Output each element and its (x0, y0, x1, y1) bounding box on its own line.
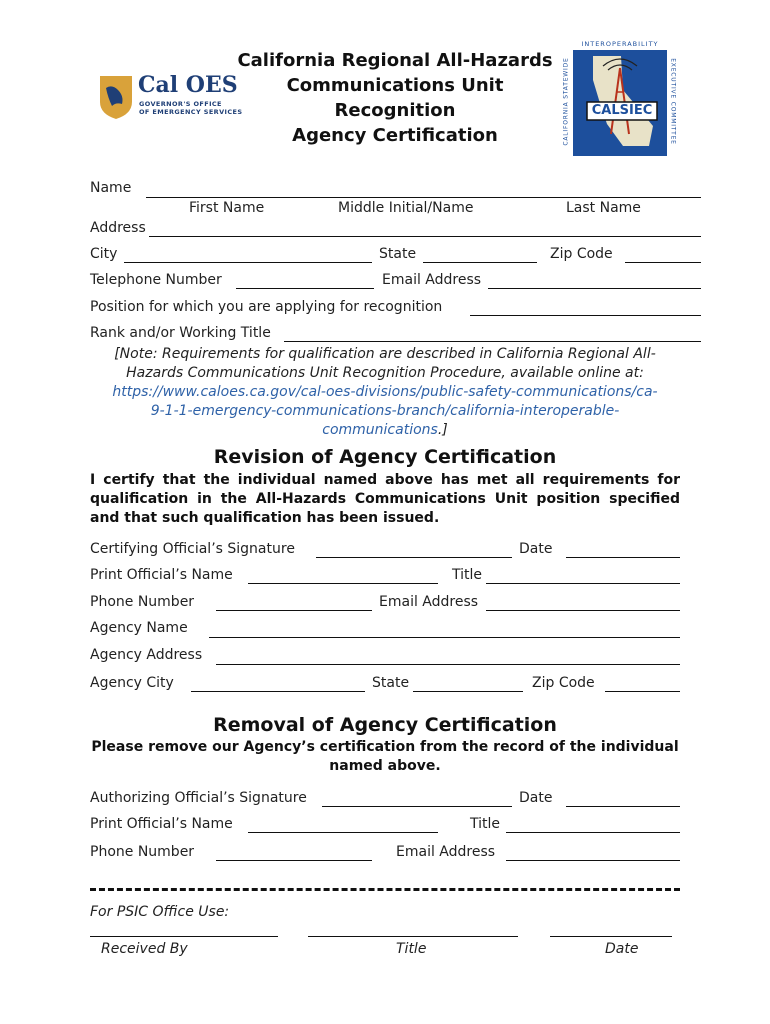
agency-name-line (209, 637, 680, 638)
title-line-3: Recognition (334, 100, 456, 121)
removal-title-line (506, 832, 680, 833)
removal-phone-line (216, 860, 372, 861)
received-by-line (90, 936, 278, 937)
office-title-caption: Title (396, 941, 427, 957)
removal-statement-line-2: named above. (329, 758, 441, 774)
removal-heading: Removal of Agency Certification (213, 714, 557, 736)
position-label: Position for which you are applying for recognition (90, 299, 443, 315)
office-date-caption: Date (605, 941, 639, 957)
revision-date-label: Date (519, 541, 553, 557)
office-title-line (308, 936, 518, 937)
removal-print-name-line (248, 832, 438, 833)
email-label: Email Address (382, 272, 482, 288)
revision-title-label: Title (452, 567, 483, 583)
requirements-note (80, 345, 690, 440)
note-link-1[interactable]: https://www.caloes.ca.gov/cal-oes-divisions/public-safety-communications/ca- (112, 384, 658, 400)
certifying-signature-label: Certifying Official’s Signature (90, 541, 295, 557)
certifying-signature-line (316, 557, 512, 558)
city-label: City (90, 246, 118, 262)
received-by-caption: Received By (101, 941, 188, 957)
removal-statement-line-1: Please remove our Agency’s certification from the record of the individual (91, 739, 679, 755)
agency-zip-line (605, 691, 680, 692)
office-use-heading: For PSIC Office Use: (90, 904, 230, 920)
title-line-4: Agency Certification (292, 125, 498, 146)
telephone-label: Telephone Number (90, 272, 222, 288)
calsiec-emblem-icon (563, 40, 675, 160)
calsiec-left-text: CALIFORNIA STATEWIDE (562, 57, 570, 146)
removal-print-name-label: Print Official’s Name (90, 816, 233, 832)
note-end: .] (437, 422, 448, 438)
calsiec-logo (563, 40, 675, 160)
first-name-caption: First Name (189, 200, 265, 216)
agency-address-line (216, 664, 680, 665)
title-line-1: California Regional All-Hazards (237, 50, 553, 71)
authorizing-signature-label: Authorizing Official’s Signature (90, 790, 307, 806)
office-date-line (550, 936, 672, 937)
removal-title-label: Title (470, 816, 501, 832)
authorizing-signature-line (322, 806, 512, 807)
middle-name-caption: Middle Initial/Name (338, 200, 474, 216)
agency-state-label: State (372, 675, 410, 691)
revision-email-line (486, 610, 680, 611)
title-line-2: Communications Unit (286, 75, 504, 96)
telephone-line (236, 288, 374, 289)
revision-print-name-line (248, 583, 438, 584)
agency-zip-label: Zip Code (532, 675, 595, 691)
caloes-shield-icon (98, 74, 134, 120)
city-line (124, 262, 372, 263)
note-line-2: Hazards Communications Unit Recognition Procedure, available online at: (126, 365, 644, 381)
removal-email-line (506, 860, 680, 861)
revision-date-line (566, 557, 680, 558)
document-title (215, 48, 575, 148)
removal-phone-label: Phone Number (90, 844, 195, 860)
address-label: Address (90, 220, 146, 236)
position-line (470, 315, 701, 316)
revision-statement: I certify that the individual named above has met all requirements for qualification in the All-Hazards Communications Unit position specified and that such qualification has been issued. (90, 472, 680, 526)
agency-address-label: Agency Address (90, 647, 203, 663)
agency-name-field[interactable] (209, 619, 684, 639)
caloes-logo (98, 72, 243, 120)
rank-line (284, 341, 701, 342)
revision-phone-line (216, 610, 372, 611)
removal-date-line (566, 806, 680, 807)
zip-line (625, 262, 701, 263)
agency-city-line (191, 691, 365, 692)
note-line-1: [Note: Requirements for qualification are described in California Regional All- (114, 346, 656, 362)
agency-name-label: Agency Name (90, 620, 188, 636)
state-label: State (379, 246, 417, 262)
removal-statement (90, 738, 680, 776)
calsiec-top-text: INTEROPERABILITY (581, 40, 659, 48)
note-link-2[interactable]: 9-1-1-emergency-communications-branch/california-interoperable- (150, 403, 620, 419)
calsiec-right-text: EXECUTIVE COMMITTEE (669, 58, 677, 145)
agency-address-field[interactable] (216, 646, 684, 666)
last-name-caption: Last Name (566, 200, 641, 216)
address-line (149, 236, 701, 237)
revision-heading: Revision of Agency Certification (213, 446, 557, 468)
agency-state-line (413, 691, 523, 692)
email-line (488, 288, 701, 289)
name-label: Name (90, 180, 132, 196)
zip-label: Zip Code (550, 246, 613, 262)
caloes-wordmark: Cal OES (138, 72, 238, 98)
caloes-sub1: GOVERNOR'S OFFICE (139, 100, 222, 108)
calsiec-wordmark: CALSIEC (591, 103, 653, 118)
state-line (423, 262, 537, 263)
rank-label: Rank and/or Working Title (90, 325, 271, 341)
caloes-sub2: OF EMERGENCY SERVICES (139, 108, 243, 116)
agency-city-label: Agency City (90, 675, 174, 691)
revision-email-label: Email Address (379, 594, 479, 610)
removal-date-label: Date (519, 790, 553, 806)
name-line (146, 197, 701, 198)
revision-print-name-label: Print Official’s Name (90, 567, 233, 583)
dashed-separator (90, 888, 680, 891)
note-link-3[interactable]: communications (322, 422, 438, 438)
removal-email-label: Email Address (396, 844, 496, 860)
revision-title-line (486, 583, 680, 584)
revision-phone-label: Phone Number (90, 594, 195, 610)
